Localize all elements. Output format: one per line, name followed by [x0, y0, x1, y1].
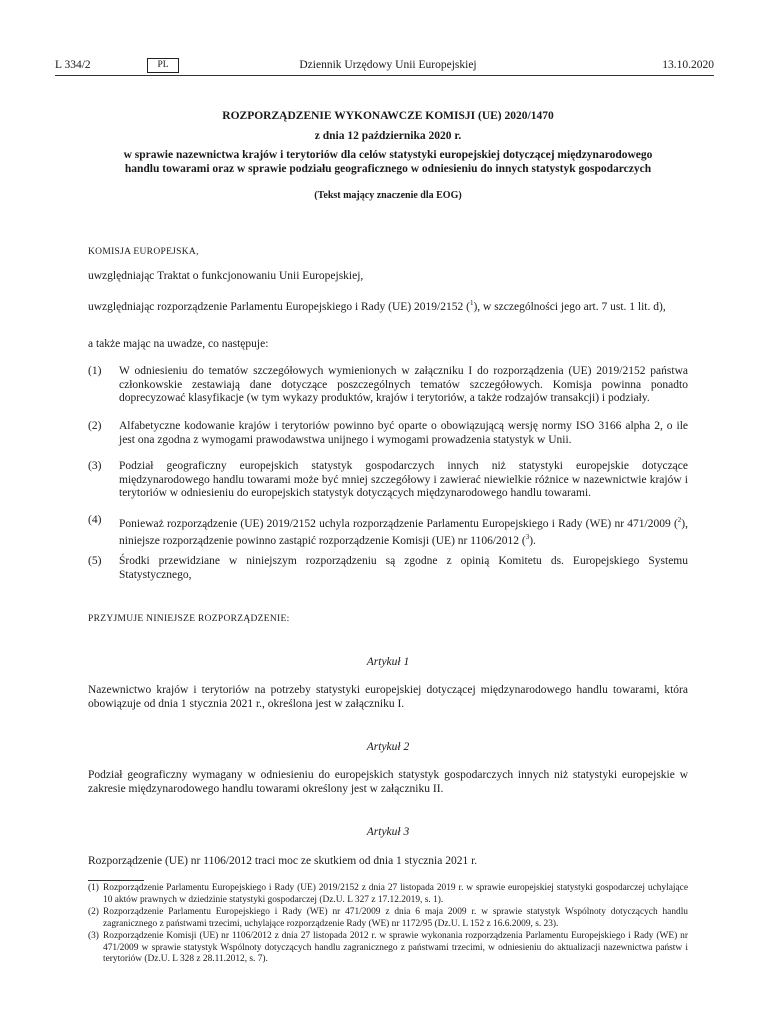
- journal-header: [55, 59, 714, 77]
- footnote-text: Rozporządzenie Parlamentu Europejskiego i Rady (UE) 2019/2152 z dnia 27 listopada 2019 r. w sprawie europejskiej statystyki gospodarczej uchylające 10 aktów prawnych w dziedzinie statystyki gospodarczej (Dz.U. L 327 z 17.12.2019, s. 1).: [103, 883, 688, 905]
- article-2-text: Podział geograficzny wymagany w odniesieniu do europejskich statystyk gospodarczych innych niż statystyki europejskie w zakresie międzynarodowego handlu towarami określony jest w załączniku II.: [88, 769, 688, 795]
- regulation-subject: w sprawie nazewnictwa krajów i terytoriów dla celów statystyki europejskiej dotyczącej międzynarodowego handlu towarami oraz w sprawie podziału geograficznego w odniesieniu do innych statystyk gospodarczych: [123, 149, 653, 175]
- whereas-line: a także mając na uwadze, co następuje:: [88, 338, 269, 350]
- footnote-rule: [88, 880, 144, 881]
- header-rule: [55, 75, 714, 76]
- footnote-ref-3[interactable]: 3: [525, 533, 530, 542]
- recital-number: (1): [88, 365, 102, 377]
- adopts-line: PRZYJMUJE NINIEJSZE ROZPORZĄDZENIE:: [88, 614, 290, 624]
- article-3-text: Rozporządzenie (UE) nr 1106/2012 traci moc ze skutkiem od dnia 1 stycznia 2021 r.: [88, 855, 478, 867]
- footnote-number: (3): [88, 931, 99, 941]
- article-3-heading: Artykuł 3: [366, 826, 410, 838]
- commission-line: KOMISJA EUROPEJSKA,: [88, 247, 199, 257]
- recital-text: Alfabetyczne kodowanie krajów i terytoriów powinno być oparte o obowiązującą wersję normy ISO 3166 alpha 2, o ile jest ona zgodna z wymogami prawodawstwa unijnego i wymogami prowadzenia statystyk w Unii.: [119, 420, 688, 446]
- footnote-ref-1[interactable]: 1: [469, 299, 474, 307]
- recital-text: Podział geograficzny europejskich statystyk gospodarczych innych niż statystyki europejskie dotyczące międzynarodowego handlu towarami może być mniej szczegółowy i zawierać niewielkie różnice w nazewnictwie krajów i terytoriów w odniesieniu do europejskich statystyk dotyczących międzynarodowego handlu towarami.: [119, 460, 688, 499]
- regulation-title-block: [88, 109, 688, 202]
- recital-text: Środki przewidziane w niniejszym rozporządzeniu są zgodne z opinią Komitetu ds. Europejskiego Systemu Statystycznego,: [119, 555, 688, 581]
- page-reference: L 334/2: [55, 59, 91, 71]
- journal-title: Dziennik Urzędowy Unii Europejskiej: [299, 59, 477, 71]
- recital-number: (5): [88, 555, 102, 567]
- publication-date: 13.10.2020: [662, 59, 714, 71]
- recital-number: (4): [88, 514, 102, 526]
- footnote-text: Rozporządzenie Komisji (UE) nr 1106/2012 z dnia 27 listopada 2012 r. w sprawie wykonania rozporządzenia Parlamentu Europejskiego i Rady (WE) nr 471/2009 w sprawie statystyk Wspólnoty dotyczących handlu zagranicznego z państwami trzecimi, w odniesieniu do aktualizacji nazewnictwa państw i terytoriów (Dz.U. L 328 z 28.11.2012, s. 7).: [103, 931, 688, 964]
- article-1-text: Nazewnictwo krajów i terytoriów na potrzeby statystyki europejskiej dotyczącej międzynarodowego handlu towarami, która obowiązuje od dnia 1 stycznia 2021 r., określona jest w załączniku I.: [88, 684, 688, 710]
- footnote-number: (2): [88, 907, 99, 917]
- article-2-heading: Artykuł 2: [366, 741, 410, 753]
- footnote-text: Rozporządzenie Parlamentu Europejskiego i Rady (WE) nr 471/2009 z dnia 6 maja 2009 r. w sprawie statystyk Wspólnoty dotyczących handlu zagranicznego z państwami trzecimi, uchylające rozporządzenie Rady (WE) nr 1172/95 (Dz.U. L 152 z 16.6.2009, s. 23).: [103, 907, 688, 929]
- recital-text: Ponieważ rozporządzenie (UE) 2019/2152 uchyla rozporządzenie Parlamentu Europejskiego i Rady (WE) nr 471/2009 ($^2$), niniejsze rozporządzenie powinno zastąpić rozporządzenie Komisji (UE) nr 1106/2012 ($^3$).: [119, 516, 688, 548]
- recital-number: (2): [88, 420, 102, 432]
- document-page: [55, 0, 714, 1024]
- eea-relevance: (Tekst mający znaczenie dla EOG): [314, 190, 462, 201]
- footnote-number: (1): [88, 883, 99, 893]
- regulation-date: z dnia 12 października 2020 r.: [314, 130, 462, 142]
- footnote-ref-2[interactable]: 2: [677, 516, 682, 524]
- treaty-citation: uwzględniając Traktat o funkcjonowaniu Unii Europejskiej,: [88, 270, 364, 282]
- recital-text: W odniesieniu do tematów szczegółowych wymienionych w załączniku I do rozporządzenia (UE) 2019/2152 państwa członkowskie zestawiają dane dotyczące poszczególnych tematów szczegółowych. Komisja powinna ponadto doprecyzować klasyfikacje (w tym wykazy produktów, krajów i terytoriów, a także rodzajów transakcji) i podziały.: [119, 365, 688, 404]
- regulation-title: ROZPORZĄDZENIE WYKONAWCZE KOMISJI (UE) 2020/1470: [222, 110, 554, 122]
- language-badge: PL: [147, 58, 179, 73]
- article-1-heading: Artykuł 1: [366, 656, 410, 668]
- recital-number: (3): [88, 460, 102, 472]
- regulation-citation: uwzględniając rozporządzenie Parlamentu Europejskiego i Rady (UE) 2019/2152 ($^1$), w szczególności jego art. 7 ust. 1 lit. d),: [88, 299, 666, 313]
